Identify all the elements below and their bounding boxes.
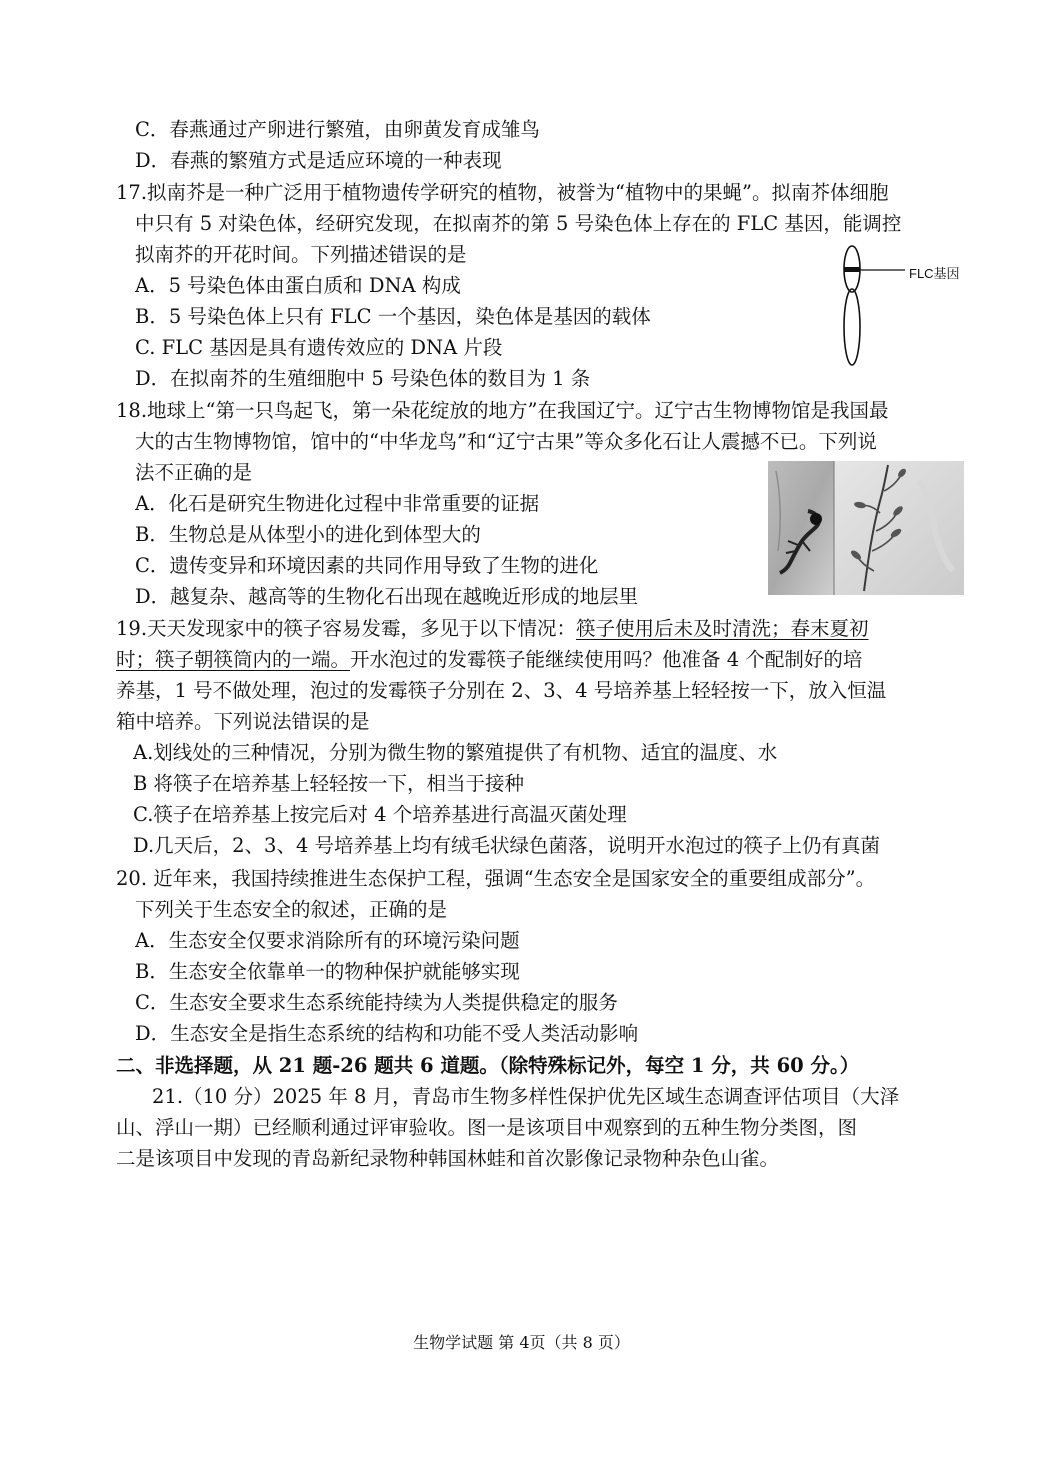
- fossil-photos: [768, 461, 964, 595]
- q19-stem-line4: 箱中培养。下列说法错误的是: [116, 710, 370, 733]
- q17-option-a: A．5 号染色体由蛋白质和 DNA 构成: [135, 274, 461, 297]
- q18-option-a: A．化石是研究生物进化过程中非常重要的证据: [135, 492, 540, 515]
- flc-gene-label: FLC基因: [909, 266, 960, 281]
- q19-line1-plain: 19.天天发现家中的筷子容易发霉，多见于以下情况：: [116, 617, 577, 640]
- q21-stem-line1: 21.（10 分）2025 年 8 月，青岛市生物多样性保护优先区域生态调查评估项目（大泽: [152, 1085, 900, 1108]
- q18-option-c: C．遗传变异和环境因素的共同作用导致了生物的进化: [135, 554, 599, 577]
- q19-line2-underlined: 时；筷子朝筷筒内的一端。: [116, 648, 351, 671]
- q20-stem-line2: 下列关于生态安全的叙述，正确的是: [135, 898, 448, 921]
- q17-option-b: B．5 号染色体上只有 FLC 一个基因，染色体是基因的载体: [135, 305, 651, 328]
- q20-option-c: C．生态安全要求生态系统能持续为人类提供稳定的服务: [135, 991, 618, 1014]
- q17-option-d: D．在拟南芥的生殖细胞中 5 号染色体的数目为 1 条: [135, 367, 591, 390]
- q19-option-c: C.筷子在培养基上按完后对 4 个培养基进行高温灭菌处理: [133, 803, 627, 826]
- chromosome-lower-arm: [844, 289, 860, 365]
- q18-stem-line1: 18.地球上“第一只鸟起飞，第一朵花绽放的地方”在我国辽宁。辽宁古生物博物馆是我国最: [116, 399, 889, 422]
- q19-stem-line2: [116, 647, 862, 673]
- q19-option-b: B 将筷子在培养基上轻轻按一下，相当于接种: [133, 772, 525, 795]
- q20-stem-line1: 20. 近年来，我国持续推进生态保护工程，强调“生态安全是国家安全的重要组成部分”。: [116, 867, 876, 890]
- q18-stem-line2: 大的古生物博物馆，馆中的“中华龙鸟”和“辽宁古果”等众多化石让人震撼不已。下列说: [135, 430, 877, 453]
- q19-line2-plain: 开水泡过的发霉筷子能继续使用吗？他准备 4 个配制好的培: [350, 648, 863, 671]
- q17-option-c: C. FLC 基因是具有遗传效应的 DNA 片段: [135, 336, 503, 359]
- q18-option-d: D．越复杂、越高等的生物化石出现在越晚近形成的地层里: [135, 585, 639, 608]
- q20-option-b: B．生态安全依靠单一的物种保护就能够实现: [135, 960, 520, 983]
- q16-option-c: C．春燕通过产卵进行繁殖，由卵黄发育成雏鸟: [135, 118, 540, 141]
- q21-stem-line3: 二是该项目中发现的青岛新纪录物种韩国林蛙和首次影像记录物种杂色山雀。: [116, 1147, 780, 1170]
- fossil-images: [768, 461, 964, 595]
- q19-option-a: A.划线处的三种情况，分别为微生物的繁殖提供了有机物、适宜的温度、水: [133, 741, 778, 764]
- q19-stem-line3: 养基，1 号不做处理，泡过的发霉筷子分别在 2、3、4 号培养基上轻轻按一下，放入恒温: [116, 679, 887, 702]
- q19-option-d: D.几天后，2、3、4 号培养基上均有绒毛状绿色菌落，说明开水泡过的筷子上仍有真菌: [133, 834, 881, 857]
- page-footer: 生物学试题 第 4页（共 8 页）: [413, 1333, 630, 1352]
- q16-option-d: D．春燕的繁殖方式是适应环境的一种表现: [135, 149, 502, 172]
- section-2-heading: 二、非选择题，从 21 题-26 题共 6 道题。（除特殊标记外，每空 1 分，共 60 分。）: [116, 1054, 860, 1077]
- q20-option-a: A．生态安全仅要求消除所有的环境污染问题: [135, 929, 520, 952]
- q19-line1-underlined: 筷子使用后未及时清洗；春末夏初: [576, 617, 869, 640]
- q18-stem-line3: 法不正确的是: [135, 461, 253, 484]
- q20-option-d: D．生态安全是指生态系统的结构和功能不受人类活动影响: [135, 1022, 639, 1045]
- q17-stem-line2: 中只有 5 对染色体，经研究发现，在拟南芥的第 5 号染色体上存在的 FLC 基因，能调控: [135, 212, 902, 235]
- q19-stem-line1: [116, 616, 869, 642]
- q18-option-b: B．生物总是从体型小的进化到体型大的: [135, 523, 481, 546]
- q17-stem-line1: 17.拟南芥是一种广泛用于植物遗传学研究的植物，被誉为“植物中的果蝇”。拟南芥体细胞: [116, 181, 889, 204]
- flc-gene-band: [844, 267, 860, 272]
- q17-stem-line3: 拟南芥的开花时间。下列描述错误的是: [135, 243, 467, 266]
- plant-fossil-photo: [834, 461, 964, 595]
- q21-stem-line2: 山、浮山一期）已经顺利通过评审验收。图一是该项目中观察到的五种生物分类图，图: [116, 1116, 858, 1139]
